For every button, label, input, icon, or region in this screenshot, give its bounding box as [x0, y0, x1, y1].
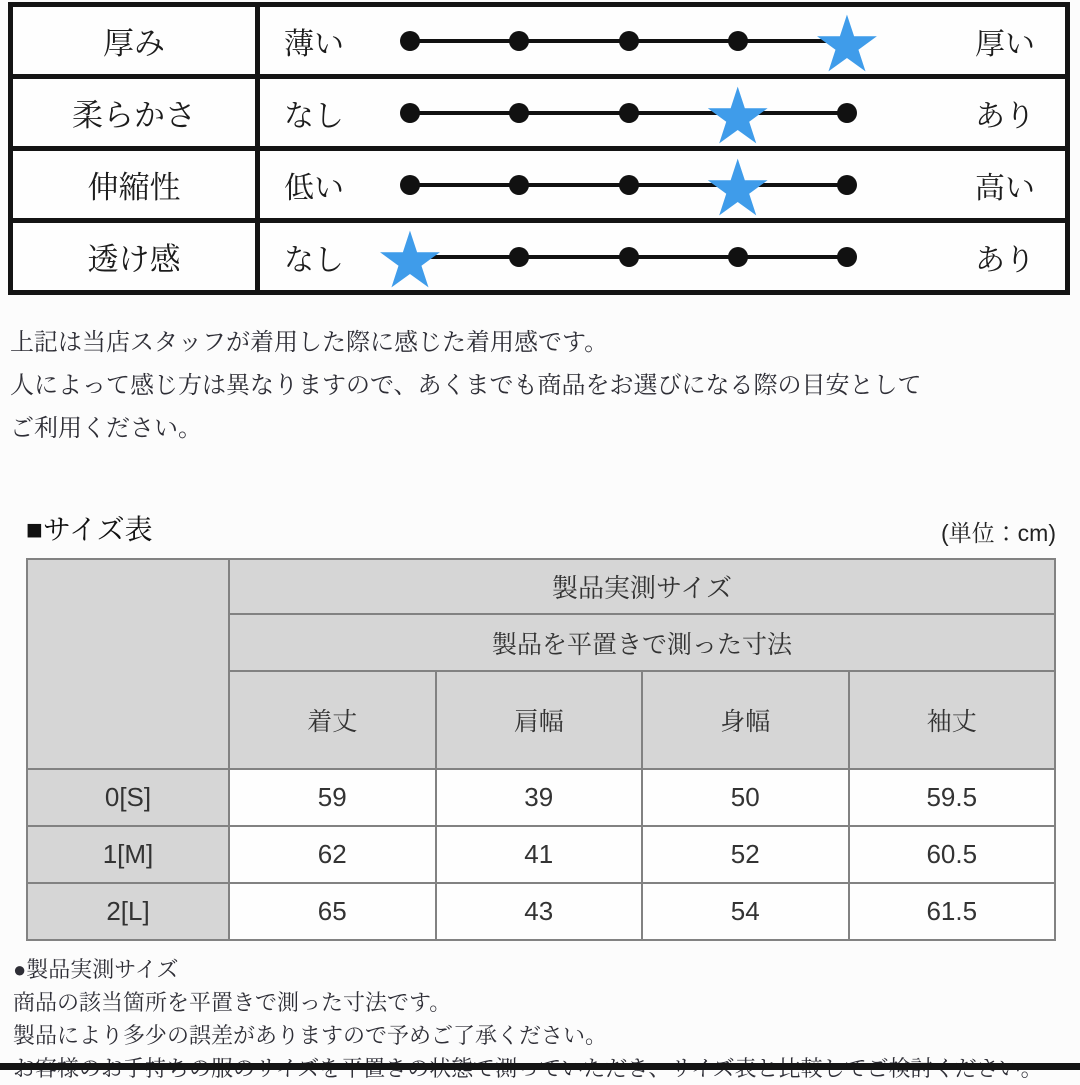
size-value-cell: 43	[436, 883, 643, 940]
feel-note-line: ご利用ください。	[10, 415, 202, 442]
scale-max-label: 厚い	[975, 27, 1035, 61]
size-section-header	[26, 508, 1056, 548]
feel-scale-cell	[258, 215, 1068, 304]
feel-attribute-label: 厚み	[11, 5, 258, 77]
size-label-cell: 1[M]	[27, 826, 229, 883]
rating-scale	[410, 143, 847, 232]
star-rating-marker-icon: ★	[812, 0, 882, 88]
scale-dot-icon	[837, 103, 857, 123]
scale-dot-icon	[728, 31, 748, 51]
rating-scale	[375, 215, 847, 304]
star-rating-marker-icon: ★	[375, 215, 445, 304]
feel-row	[11, 5, 1068, 77]
feel-scale-cell	[258, 0, 1068, 88]
feel-scale-cell	[258, 143, 1068, 232]
feel-note-line: 人によって感じ方は異なりますので、あくまでも商品をお選びになる際の目安として	[10, 372, 922, 399]
feel-note-line: 上記は当店スタッフが着用した際に感じた着用感です。	[10, 329, 609, 356]
scale-dot-icon	[728, 247, 748, 267]
size-table	[26, 558, 1056, 941]
size-value-cell: 59.5	[849, 769, 1056, 826]
scale-dot-icon	[400, 175, 420, 195]
scale-min-label: なし	[284, 243, 344, 277]
size-value-cell: 61.5	[849, 883, 1056, 940]
bottom-divider-bar	[0, 1063, 1080, 1070]
feel-notes	[10, 321, 1080, 450]
column-header-chest-width: 身幅	[642, 671, 849, 769]
scale-dot-icon	[619, 175, 639, 195]
size-value-cell: 52	[642, 826, 849, 883]
scale-dot-icon	[509, 247, 529, 267]
size-label-cell: 2[L]	[27, 883, 229, 940]
size-value-cell: 39	[436, 769, 643, 826]
column-header-sleeve-length: 袖丈	[849, 671, 1056, 769]
scale-max-label: あり	[975, 243, 1035, 277]
scale-dot-icon	[619, 103, 639, 123]
size-row	[27, 883, 1055, 940]
scale-dot-icon	[837, 247, 857, 267]
column-header-shoulder-width: 肩幅	[436, 671, 643, 769]
scale-max-label: 高い	[975, 171, 1035, 205]
scale-dot-icon	[400, 103, 420, 123]
scale-dot-icon	[837, 175, 857, 195]
scale-dot-icon	[509, 175, 529, 195]
scale-dot-icon	[509, 31, 529, 51]
scale-min-label: 低い	[284, 171, 344, 205]
size-value-cell: 50	[642, 769, 849, 826]
star-rating-marker-icon: ★	[702, 143, 773, 232]
feel-row	[11, 149, 1068, 221]
feel-row	[11, 221, 1068, 293]
size-row	[27, 826, 1055, 883]
feel-attribute-label: 伸縮性	[11, 149, 258, 221]
scale-max-label: あり	[975, 99, 1035, 133]
size-table-corner-cell	[27, 559, 229, 769]
feel-row	[11, 77, 1068, 149]
rating-scale	[410, 71, 847, 160]
size-table-main-header: 製品実測サイズ	[229, 559, 1055, 614]
rating-scale	[410, 0, 882, 88]
column-header-body-length: 着丈	[229, 671, 436, 769]
size-unit-label: (単位：cm)	[941, 520, 1056, 546]
size-value-cell: 65	[229, 883, 436, 940]
measurement-note-line: 製品により多少の誤差がありますので予めご了承ください。	[13, 1023, 608, 1048]
scale-dot-icon	[509, 103, 529, 123]
scale-dot-icon	[619, 247, 639, 267]
size-table-header-row	[27, 559, 1055, 614]
size-value-cell: 41	[436, 826, 643, 883]
scale-dot-icon	[619, 31, 639, 51]
size-value-cell: 59	[229, 769, 436, 826]
size-row	[27, 769, 1055, 826]
size-value-cell: 54	[642, 883, 849, 940]
size-label-cell: 0[S]	[27, 769, 229, 826]
size-value-cell: 60.5	[849, 826, 1056, 883]
measurement-note-line: 商品の該当箇所を平置きで測った寸法です。	[13, 990, 452, 1015]
star-rating-marker-icon: ★	[702, 71, 773, 160]
feel-scale-cell	[258, 71, 1068, 160]
size-table-sub-header: 製品を平置きで測った寸法	[229, 614, 1055, 671]
feel-attribute-label: 透け感	[11, 221, 258, 293]
scale-dot-icon	[400, 31, 420, 51]
measurement-notes-heading: ●製品実測サイズ	[13, 957, 179, 982]
scale-min-label: なし	[284, 99, 344, 133]
size-table-title: ■サイズ表	[26, 514, 153, 545]
feel-rating-table	[8, 0, 1070, 304]
scale-min-label: 薄い	[284, 27, 344, 61]
size-value-cell: 62	[229, 826, 436, 883]
feel-attribute-label: 柔らかさ	[11, 77, 258, 149]
